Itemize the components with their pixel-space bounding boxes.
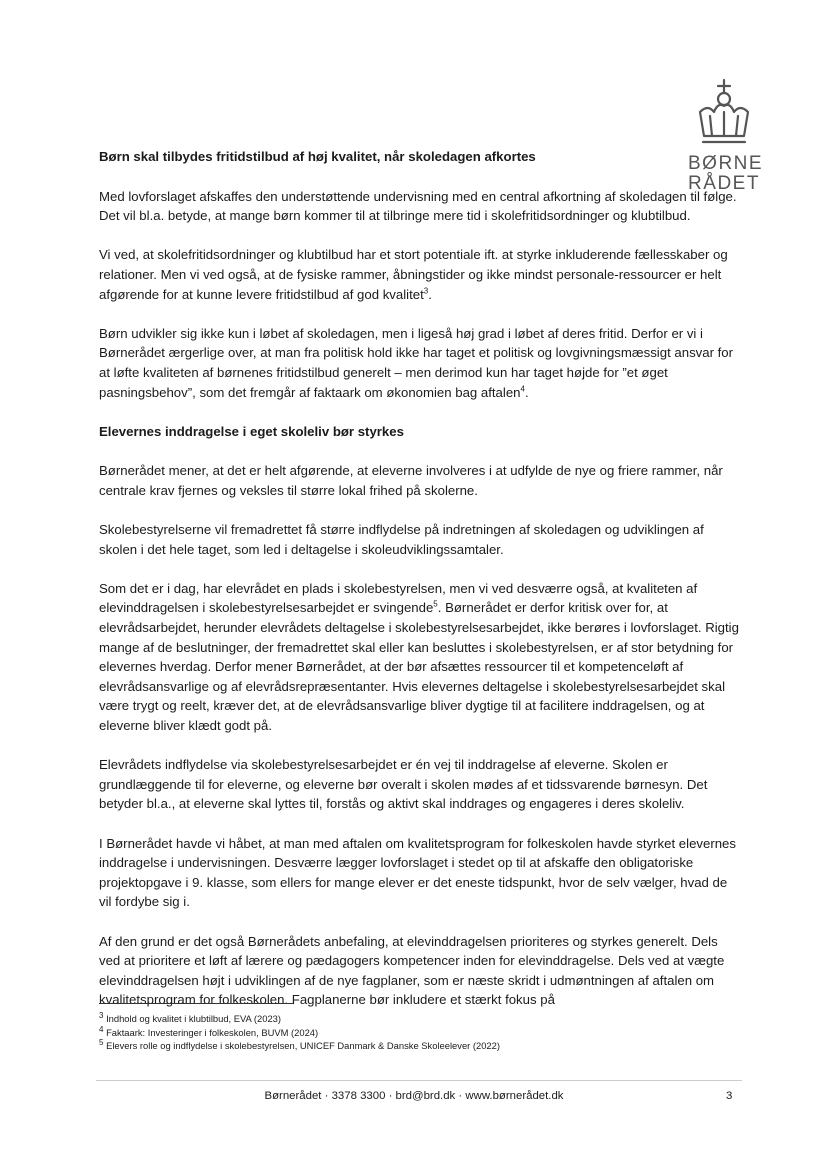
footnote-text: Elevers rolle og indflydelse i skolebestyrelsen, UNICEF Danmark & Danske Skoleelever (2022) [106, 1040, 500, 1052]
footnote-ref: 3 [423, 286, 429, 296]
footnote-ref: 5 [433, 600, 438, 610]
paragraph [99, 245, 739, 304]
footnote [99, 1012, 500, 1026]
footer-divider [96, 1080, 742, 1081]
paragraph-text: Børn udvikler sig ikke kun i løbet af skoledagen, men i ligeså høj grad i løbet af deres fritid. Derfor er vi i Børnerådet ærgerlige over, at man fra politisk hold ikke har taget et politisk og lovgivningsmæssigt ansvar for at løfte kvaliteten af børnenes fritidstilbud generelt – men derimod kun har taget højde for ”et øget pasningsbehov”, som det fremgår af faktaark om økonomien bag aftalen [99, 325, 734, 400]
footnote-number: 3 [99, 1010, 104, 1020]
section-heading-elevinddragelse: Elevernes inddragelse i eget skoleliv bør styrkes [99, 423, 404, 439]
footnote-number: 4 [99, 1024, 104, 1034]
footnote [99, 1026, 500, 1040]
paragraph-end: . [428, 286, 432, 302]
crown-icon [696, 78, 752, 150]
footnotes [99, 1012, 500, 1053]
footnote-number: 5 [99, 1038, 104, 1048]
footnote-text: Indhold og kvalitet i klubtilbud, EVA (2023) [106, 1013, 281, 1024]
paragraph-text: Som det er i dag, har elevrådet en plads i skolebestyrelsen, men vi ved desværre også, at kvaliteten af elevinddragelsen i skolebestyrelsesarbejdet er svingende [99, 580, 698, 616]
paragraph: Skolebestyrelserne vil fremadrettet få større indflydelse på indretningen af skoledagen og udviklingen af skolen i det hele taget, som led i deltagelse i skoleudviklingssamtaler. [99, 522, 704, 557]
page-number: 3 [726, 1090, 733, 1102]
paragraph-text: Vi ved, at skolefritidsordninger og klubtilbud har et stort potentiale ift. at styrke inkluderende fællesskaber og relationer. Men vi ved også, at de fysiske rammer, åbningstider og ikke mindst personale-ressourcer er helt afgørende for at kunne levere fritidstilbud af god kvalitet [99, 247, 728, 302]
paragraph-text: . Børnerådet er derfor kritisk over for, at elevrådsarbejdet, herunder elevrådets deltagelse i skolebestyrelsesarbejdet, ikke berøres i lovforslaget. Rigtig mange af de beslutninger, der fremadrettet skal eller kan besluttes i skolebestyrelsen, er af stor betydning for elevernes hverdag. Derfor mener Børnerådet, at der bør afsættes ressourcer til et kompetenceløft af elevrådsansvarlige og af elevrådsrepræsentanter. Hvis elevernes deltagelse i skolebestyrelsesarbejdet skal være trygt og reelt, kræver det, at de elevrådsansvarlige bliver dygtige til at facilitere inddragelsen, og at eleverne bliver klædt godt på. [99, 600, 739, 734]
section-heading-fritidstilbud: Børn skal tilbydes fritidstilbud af høj kvalitet, når skoledagen afkortes [99, 149, 536, 164]
paragraph: Børnerådet mener, at det er helt afgørende, at eleverne involveres i at udfylde de nye og friere rammer, når centrale krav fjernes og veksles til større lokal frihed på skolerne. [99, 463, 723, 498]
logo-line-2: RÅDET [688, 173, 760, 194]
footnote [99, 1039, 500, 1053]
paragraph: Med lovforslaget afskaffes den understøttende undervisning med en central afkortning af skoledagen til følge. Det vil bl.a. betyde, at mange børn kommer til at tilbringe mere tid i skolefritidsordninger og klubtilbud. [99, 188, 737, 224]
paragraph: Elevrådets indflydelse via skolebestyrelsesarbejdet er én vej til inddragelse af eleverne. Skolen er grundlæggende til for eleverne, og eleverne bør overalt i skolen mødes af et tidssvarende børnesyn. Det betyder bl.a., at eleverne skal lyttes til, forstås og aktivt skal inddrages og engageres i deres skoleliv. [99, 757, 708, 812]
paragraph [99, 579, 739, 736]
footnote-text: Faktaark: Investeringer i folkeskolen, BUVM (2024) [106, 1026, 319, 1038]
paragraph: I Børnerådet havde vi håbet, at man med aftalen om kvalitetsprogram for folkeskolen havde styrket elevernes inddragelse i undervisningen. Desværre lægger lovforslaget i stedet op til at afskaffe den obligatoriske projektopgave i 9. klasse, som ellers for mange elever er det eneste tidspunkt, hvor de selv vælger, hvad de vil fordybe sig i. [99, 835, 736, 910]
paragraph-end: . [524, 384, 529, 400]
paragraph [99, 324, 739, 402]
paragraph: Af den grund er det også Børnerådets anbefaling, at elevinddragelsen prioriteres og styrkes generelt. Dels ved at prioritere et løft af lærere og pædagogers kompetencer inden for elevinddragelse. Dels ved at vægte elevinddragelsen højt i udviklingen af de nye fagplaner, som er næste skridt i udmøntningen af aftalen om kvalitetsprogram for folkeskolen. Fagplanerne bør inkludere et stærkt fokus på [99, 933, 725, 1008]
footnote-divider [99, 1003, 293, 1004]
footnote-ref: 4 [520, 384, 525, 394]
footer-contact: Børnerådet · 3378 3300 · brd@brd.dk · www.børnerådet.dk [264, 1090, 564, 1102]
main-content [99, 147, 739, 1030]
logo-line-1: BØRNE [688, 153, 764, 174]
